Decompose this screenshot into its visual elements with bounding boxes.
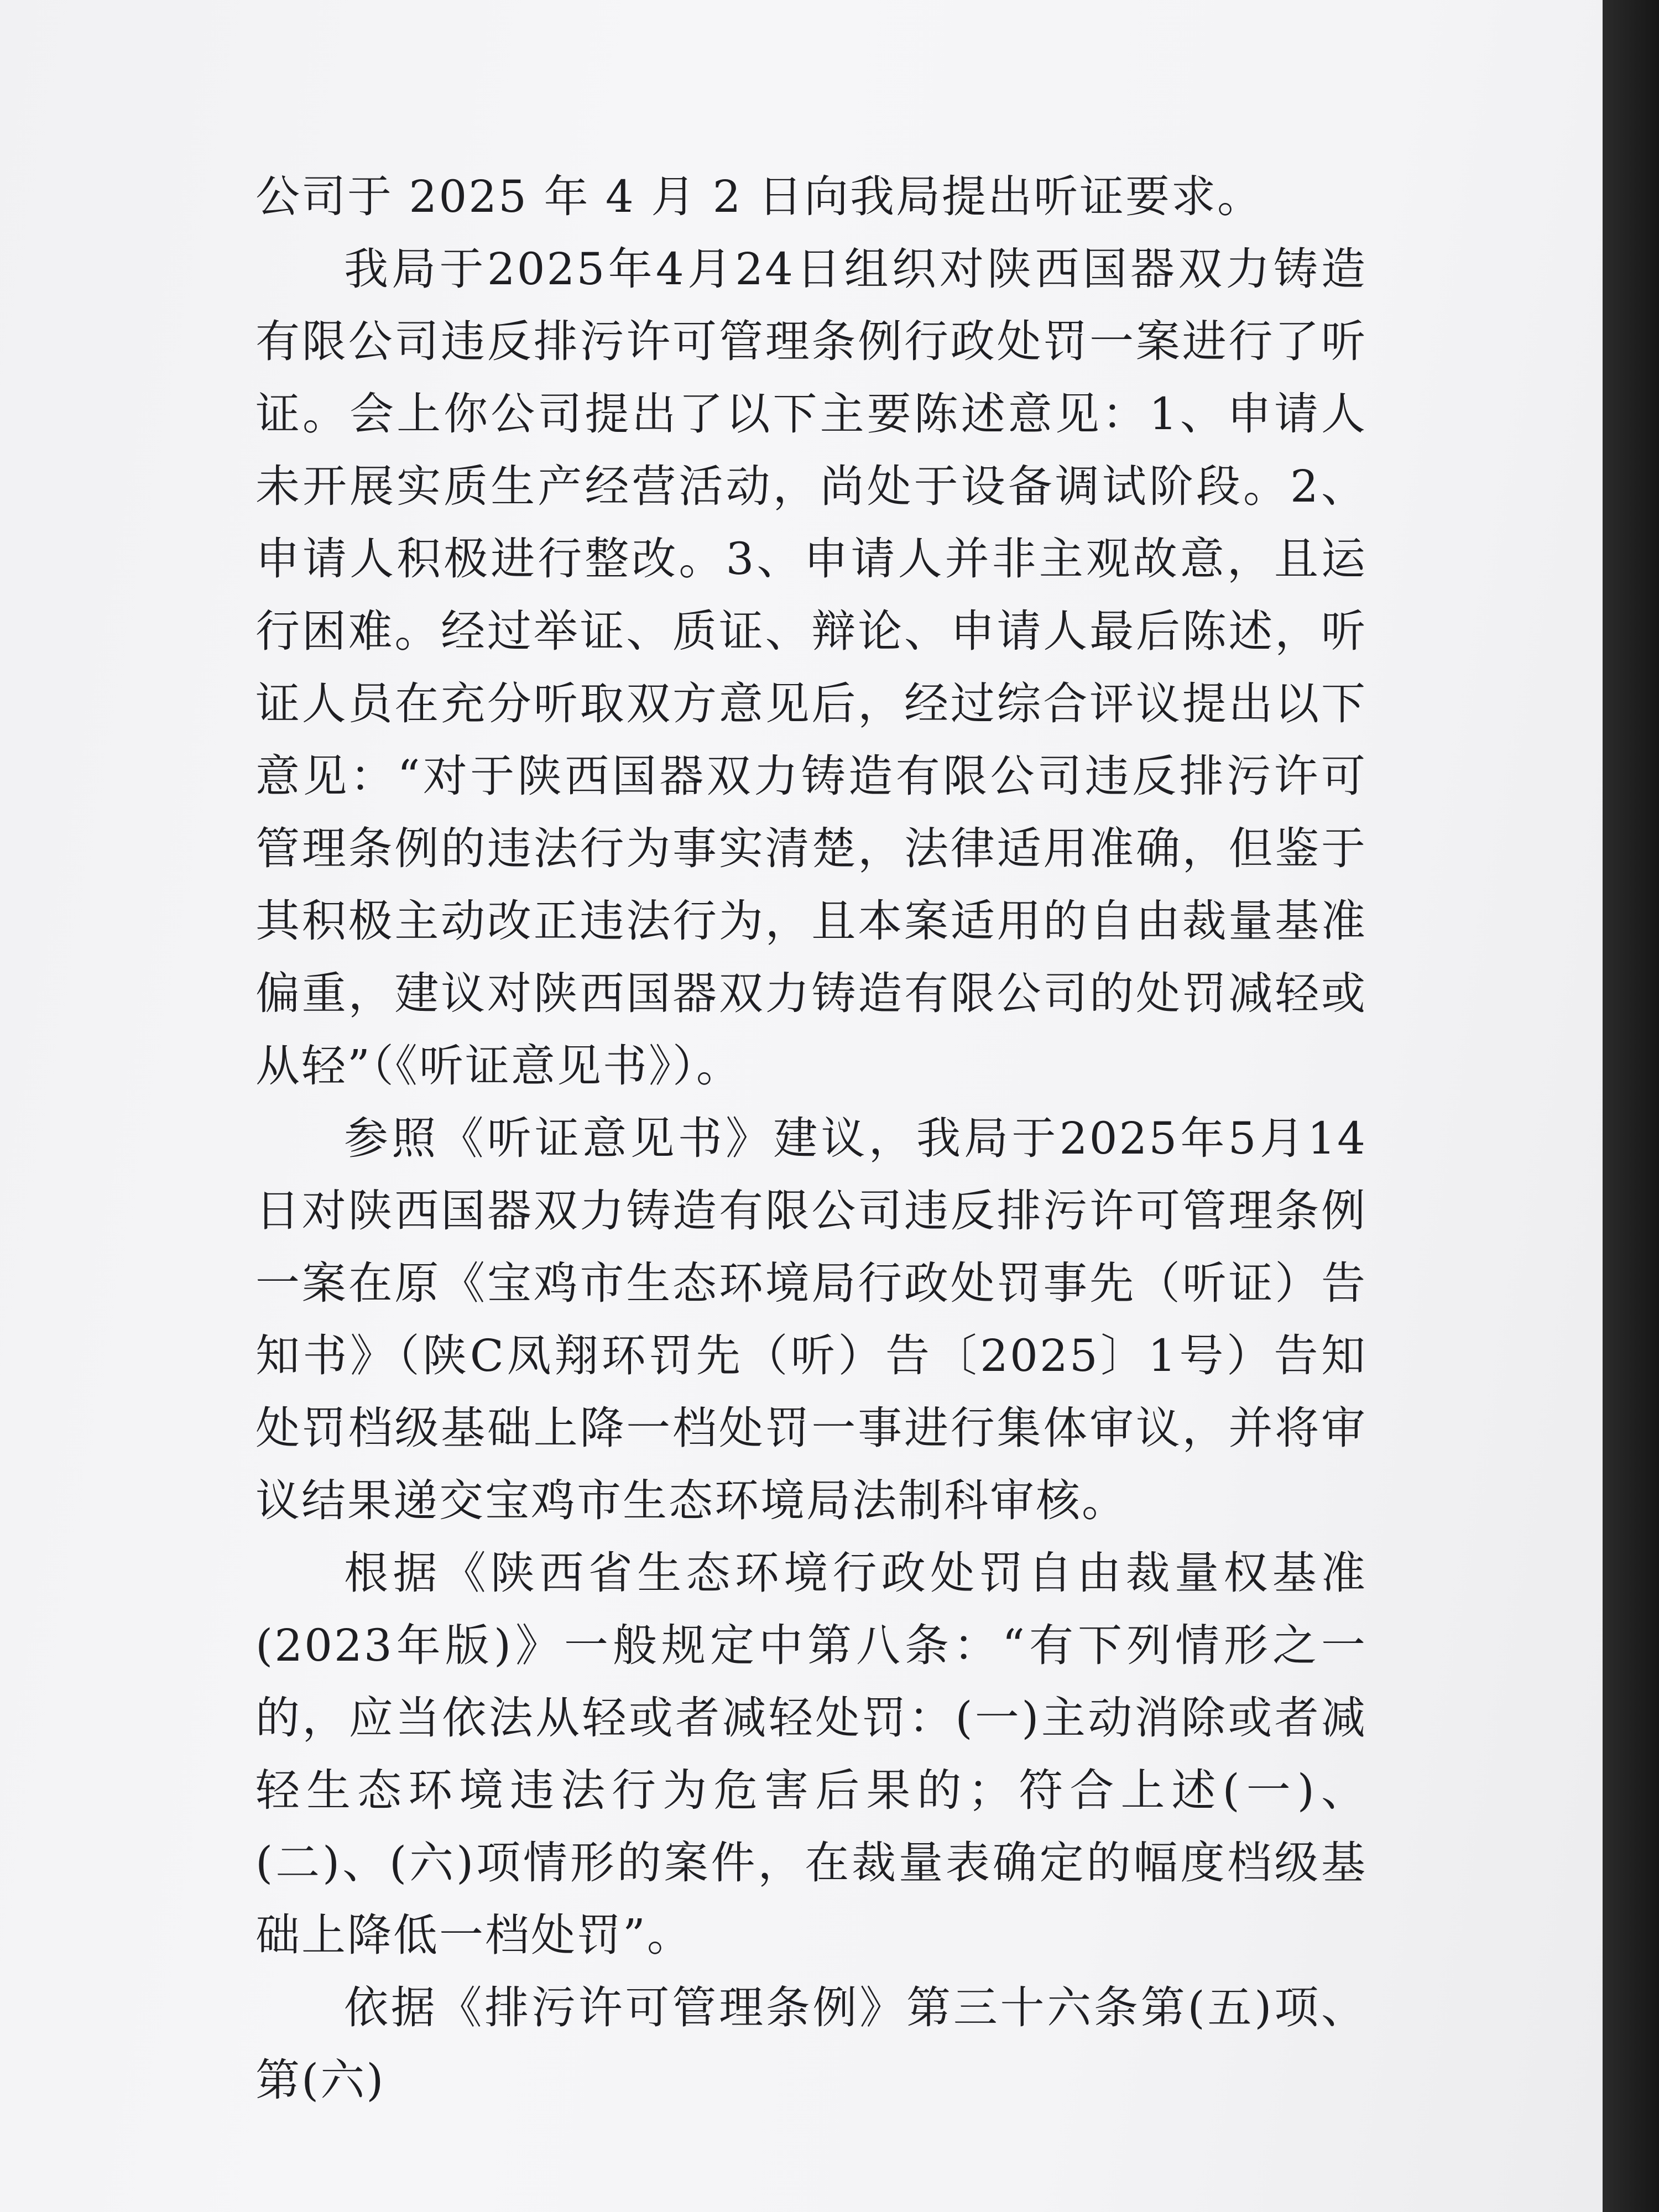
paragraph-hearing-request: 公司于 2025 年 4 月 2 日向我局提出听证要求。 — [255, 171, 1263, 222]
paragraph-discretion-standard: 根据《陕西省生态环境行政处罚自由裁量权基准(2023年版)》一般规定中第八条：“有下列情形之一的，应当依法从轻或者减轻处罚：(一)主动消除或者减轻生态环境违法行为危害后果的；符合上述(一)、(二)、(六)项情形的案件，在裁量表确定的幅度档级基础上降低一档处罚”。 — [255, 1547, 1367, 1961]
paragraph-legal-basis: 依据《排污许可管理条例》第三十六条第(五)项、第(六) — [255, 1982, 1367, 2106]
paragraph-hearing-held: 我局于2025年4月24日组织对陕西国器双力铸造有限公司违反排污许可管理条例行政处罚一案进行了听证。会上你公司提出了以下主要陈述意见：1、申请人未开展实质生产经营活动，尚处于设备调试阶段。2、申请人积极进行整改。3、申请人并非主观故意，且运行困难。经过举证、质证、辩论、申请人最后陈述，听证人员在充分听取双方意见后，经过综合评议提出以下意见：“对于陕西国器双力铸造有限公司违反排污许可管理条例的违法行为事实清楚，法律适用准确，但鉴于其积极主动改正违法行为，且本案适用的自由裁量基准偏重，建议对陕西国器双力铸造有限公司的处罚减轻或从轻”（《听证意见书》）。 — [255, 243, 1367, 1092]
background-edge — [1603, 0, 1659, 2212]
document-body — [255, 160, 1367, 2116]
paragraph-collective-review: 参照《听证意见书》建议，我局于2025年5月14日对陕西国器双力铸造有限公司违反排污许可管理条例一案在原《宝鸡市生态环境局行政处罚事先（听证）告知书》（陕C凤翔环罚先（听）告〔2025〕1号）告知处罚档级基础上降一档处罚一事进行集体审议，并将审议结果递交宝鸡市生态环境局法制科审核。 — [255, 1113, 1367, 1526]
